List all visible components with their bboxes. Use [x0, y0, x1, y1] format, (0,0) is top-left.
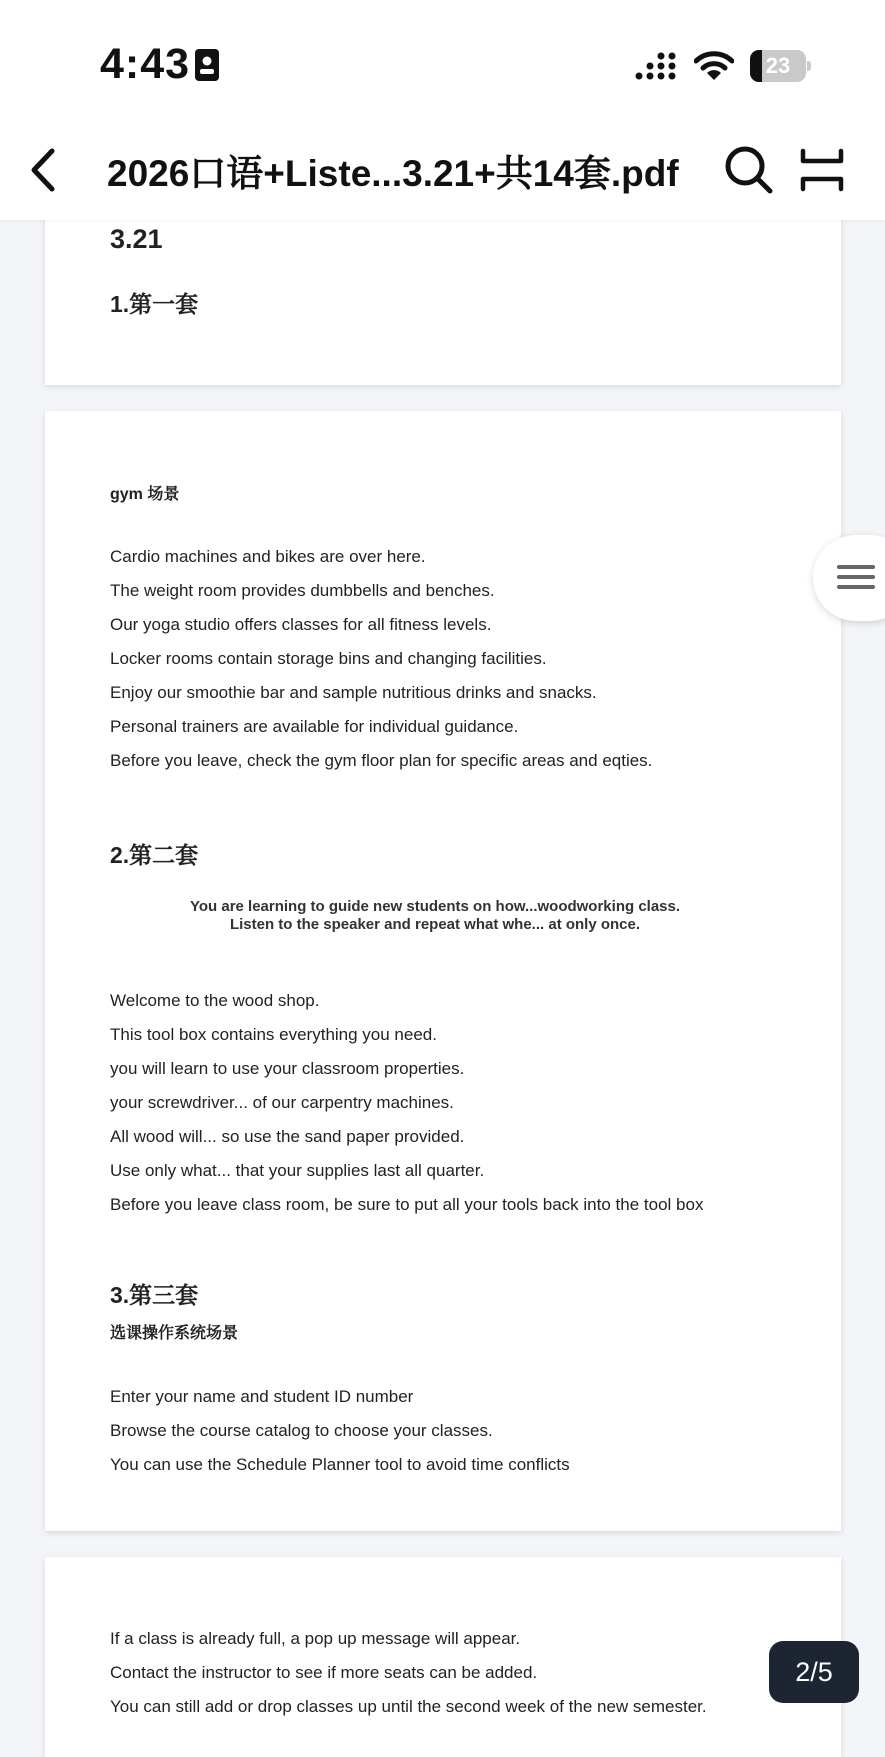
gym-line: Enjoy our smoothie bar and sample nutritious drinks and snacks. [110, 683, 597, 702]
course-scene-label: 选课操作系统场景 [110, 1325, 239, 1342]
back-icon[interactable] [26, 147, 62, 193]
menu-bar [837, 585, 875, 589]
battery-indicator [750, 50, 810, 82]
gym-line: Cardio machines and bikes are over here. [110, 547, 426, 566]
wood-line: This tool box contains everything you need. [110, 1025, 437, 1044]
document-title: 2026口语+Liste...3.21+共14套.pdf [107, 153, 679, 194]
page-layout-icon[interactable] [799, 147, 845, 193]
course-line: Browse the course catalog to choose your classes. [110, 1421, 493, 1440]
course-line: Enter your name and student ID number [110, 1387, 414, 1406]
gym-line: Before you leave, check the gym floor plan for specific areas and eqties. [110, 751, 653, 770]
set-1-heading: 1.第一套 [110, 291, 199, 317]
wood-line: you will learn to use your classroom properties. [110, 1059, 465, 1078]
menu-bar [837, 575, 875, 579]
date-heading: 3.21 [110, 224, 163, 254]
course-line: Contact the instructor to see if more seats can be added. [110, 1663, 538, 1682]
gym-scene-label: gym 场景 [110, 486, 180, 503]
gym-line: Locker rooms contain storage bins and changing facilities. [110, 649, 547, 668]
wifi-icon [694, 50, 734, 82]
wood-line: Before you leave class room, be sure to put all your tools back into the tool box [110, 1195, 704, 1214]
gym-line: The weight room provides dumbbells and benches. [110, 581, 495, 600]
gym-line: Personal trainers are available for individual guidance. [110, 717, 519, 736]
wood-line: Use only what... that your supplies last all quarter. [110, 1161, 485, 1180]
battery-level: 23 [765, 53, 791, 78]
set-2-instruction: You are learning to guide new students on how...woodworking class. [189, 898, 681, 915]
pdf-page [45, 1557, 841, 1757]
pdf-page [45, 200, 841, 385]
wood-line: All wood will... so use the sand paper provided. [110, 1127, 465, 1146]
wood-line: Welcome to the wood shop. [110, 991, 320, 1010]
set-2-heading: 2.第二套 [110, 842, 199, 868]
set-2-instruction: Listen to the speaker and repeat what whe... at only once. [229, 916, 641, 933]
course-line: If a class is already full, a pop up message will appear. [110, 1629, 521, 1648]
wood-line: your screwdriver... of our carpentry machines. [110, 1093, 454, 1112]
nav-bar [0, 115, 885, 220]
cellular-signal-icon [635, 52, 679, 82]
menu-bar [837, 565, 875, 569]
id-card-icon [194, 48, 220, 82]
course-line: You can use the Schedule Planner tool to avoid time conflicts [110, 1455, 570, 1474]
status-time: 4:43 [100, 40, 191, 88]
status-bar [0, 0, 885, 115]
gym-line: Our yoga studio offers classes for all fitness levels. [110, 615, 492, 634]
pdf-page [45, 411, 841, 1531]
page-indicator: 2/5 [769, 1641, 859, 1703]
set-3-heading: 3.第三套 [110, 1282, 199, 1308]
search-icon[interactable] [724, 145, 774, 195]
course-line: You can still add or drop classes up until the second week of the new semester. [110, 1697, 707, 1716]
